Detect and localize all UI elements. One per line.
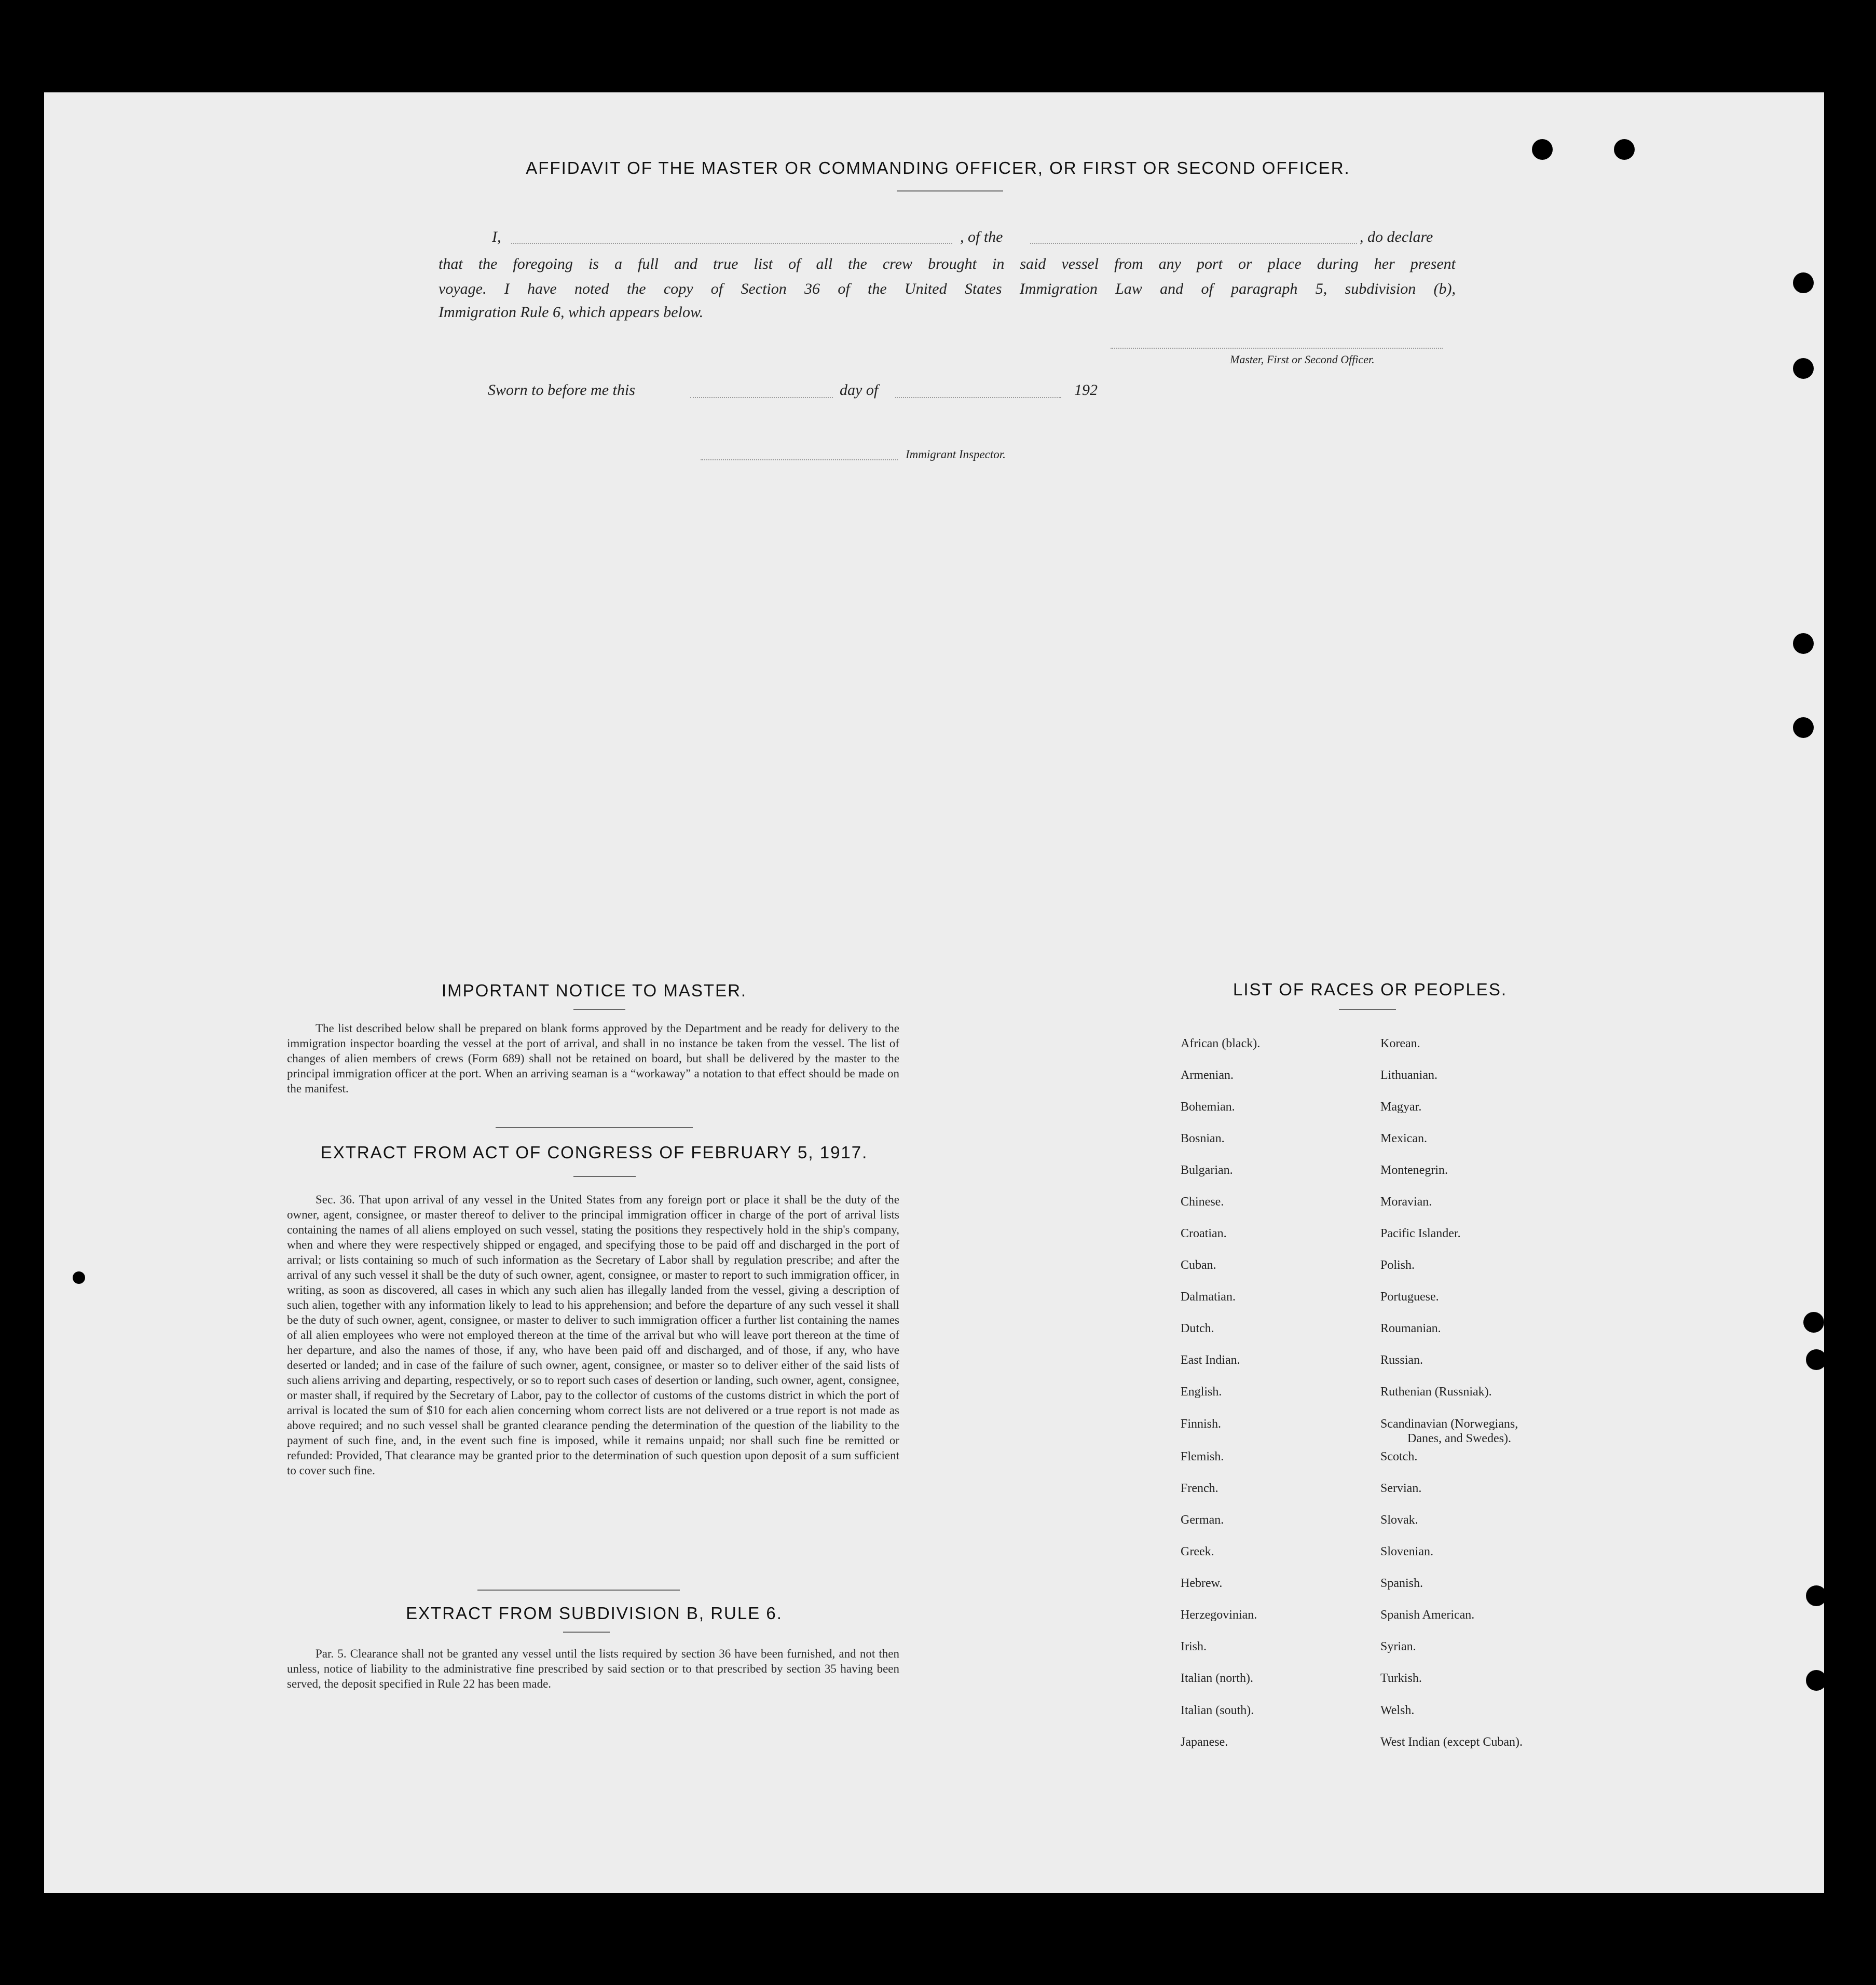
punch-hole [1532,139,1553,160]
year-text: 192 [1074,381,1098,399]
race-item: Dalmatian. [1181,1290,1236,1304]
race-item: Roumanian. [1380,1322,1441,1335]
race-item: Bosnian. [1181,1132,1225,1145]
race-item: Bulgarian. [1181,1163,1233,1177]
race-item-continuation: Danes, and Swedes). [1407,1432,1511,1445]
punch-hole [1793,358,1814,379]
race-item: Servian. [1380,1482,1422,1495]
race-item: Hebrew. [1181,1577,1223,1590]
divider [496,1127,693,1128]
divider [573,1009,625,1010]
divider [573,1176,636,1177]
race-item: Portuguese. [1380,1290,1439,1304]
race-item: Slovenian. [1380,1545,1433,1558]
inspector-signature-field[interactable] [701,459,898,460]
punch-hole [1806,1585,1827,1606]
vessel-field[interactable] [1030,243,1357,244]
master-signature-label: Master, First or Second Officer. [1230,353,1375,366]
race-item: Pacific Islander. [1380,1227,1461,1240]
race-item: Japanese. [1181,1735,1228,1749]
race-item: African (black). [1181,1037,1261,1050]
race-item: Ruthenian (Russniak). [1380,1385,1492,1399]
day-of-text: day of [840,381,879,399]
race-item: Herzegovinian. [1181,1608,1257,1622]
extract-rule-paragraph [287,1646,899,1691]
extract-rule-text: Par. 5. Clearance shall not be granted any vessel until the lists required by section 36 have been furnished, and not then unless, notice of liability to the administrative fine prescribed by said section or to that prescribed by section 35 having been served, the deposit specified in Rule 22 has been made. [287,1647,899,1690]
race-item: Croatian. [1181,1227,1227,1240]
race-item: Russian. [1380,1353,1423,1367]
affidavit-of-the: , of the [960,228,1003,245]
punch-hole [1793,272,1814,293]
inspector-label: Immigrant Inspector. [906,448,1006,461]
sworn-text: Sworn to before me this [488,381,635,399]
race-item: Korean. [1380,1037,1420,1050]
race-item: Irish. [1181,1640,1207,1653]
race-item: Cuban. [1181,1258,1216,1272]
race-item: German. [1181,1513,1224,1527]
race-item: Chinese. [1181,1195,1224,1209]
divider [477,1590,680,1591]
punch-hole [1614,139,1635,160]
race-item: Montenegrin. [1380,1163,1448,1177]
race-item: West Indian (except Cuban). [1380,1735,1523,1749]
race-item: Moravian. [1380,1195,1432,1209]
race-item: Italian (north). [1181,1672,1253,1685]
race-item: Armenian. [1181,1069,1234,1082]
race-item: English. [1181,1385,1222,1399]
race-item: Lithuanian. [1380,1069,1437,1082]
punch-hole [1806,1349,1827,1370]
race-item: Scotch. [1380,1450,1418,1463]
race-item: Greek. [1181,1545,1214,1558]
extract-rule-title: EXTRACT FROM SUBDIVISION B, RULE 6. [406,1604,783,1623]
race-item: Flemish. [1181,1450,1224,1463]
affidavit-declare: , do declare [1360,228,1433,245]
extract-act-paragraph [287,1192,899,1478]
race-item: Scandinavian (Norwegians, [1380,1417,1518,1431]
punch-hole [1806,1313,1822,1329]
sworn-day-field[interactable] [690,397,833,398]
sworn-month-field[interactable] [895,397,1061,398]
divider [563,1632,610,1633]
race-item: Finnish. [1181,1417,1222,1431]
race-item: Welsh. [1380,1704,1415,1717]
race-item: French. [1181,1482,1218,1495]
extract-act-text: Sec. 36. That upon arrival of any vessel in the United States from any foreign port or place it shall be the duty of the owner, agent, consignee, or master thereof to deliver to the principal immigration officer in charge of the port of arrival lists containing the names of all aliens employed on such vessel, stating the positions they respectively hold in the ship's company, when and where they were respectively shipped or engaged, and specifying those to be paid off and discharged in the port of arrival; or lists containing so much of such information as the Secretary of Labor shall by regulation prescribe; and after the arrival of any such vessel it shall be the duty of such owner, agent, consignee, or master to report to such immigration officer, in writing, as soon as discovered, all cases in which any such alien has illegally landed from the vessel, giving a description of such alien, together with any information likely to lead to his apprehension; and before the departure of any such vessel it shall be the duty of such owner, agent, consignee, or master to deliver to such immigration officer a further list containing the names of all alien employees who were not employed thereon at the time of the arrival but who will leave port thereon at the time of her departure, and also the names of those, if any, who have been paid off and discharged, and of those, if any, who have deserted or landed; and in case of the failure of such owner, agent, consignee, or master so to deliver either of the said lists of such aliens arriving and departing, respectively, or so to report such cases of desertion or landing, such owner, agent, consignee, or master shall, if required by the Secretary of Labor, pay to the collector of customs of the customs district in which the port of arrival is located the sum of $10 for each alien concerning whom correct lists are not delivered or a true report is not made as above required; and no such vessel shall be granted clearance pending the determination of the question of the liability to the payment of such fine, and, in the event such fine is imposed, while it remains unpaid; nor shall such fine be remitted or refunded: Provided, That clearance may be granted prior to the determination of such question upon deposit of a sum sufficient to cover such fine. [287,1193,899,1477]
race-item: Magyar. [1380,1100,1422,1114]
race-item: Syrian. [1380,1640,1416,1653]
race-item: East Indian. [1181,1353,1240,1367]
punch-hole [1793,633,1814,654]
race-item: Italian (south). [1181,1704,1254,1717]
affidavit-line-3: voyage. I have noted the copy of Section 36 of the United States Immigration Law and of paragraph 5, subdivision (b), [439,280,1456,297]
affidavit-line-2: that the foregoing is a full and true list of all the crew brought in said vessel from any port or place during her present [439,255,1456,272]
races-title: LIST OF RACES OR PEOPLES. [1233,980,1508,999]
race-item: Slovak. [1380,1513,1418,1527]
extract-act-title: EXTRACT FROM ACT OF CONGRESS OF FEBRUARY 5, 1917. [320,1143,868,1162]
race-item: Dutch. [1181,1322,1214,1335]
divider [897,190,1003,191]
punch-hole [73,1271,85,1284]
notice-text: The list described below shall be prepared on blank forms approved by the Department and be ready for delivery to the immigration inspector boarding the vessel at the port of arrival, and shall in no instance be taken from the vessel. The list of changes of alien members of crews (Form 689) shall not be retained on board, but shall be delivered by the master to the principal immigration officer at the port. When an arriving seaman is a “workaway” a notation to that effect should be made on the manifest. [287,1022,899,1095]
affidavit-line-4: Immigration Rule 6, which appears below. [439,304,704,321]
race-item: Turkish. [1380,1672,1422,1685]
race-item: Spanish. [1380,1577,1423,1590]
punch-hole [1806,1670,1827,1691]
race-item: Spanish American. [1380,1608,1475,1622]
divider [1339,1009,1396,1010]
name-field[interactable] [511,243,952,244]
race-item: Polish. [1380,1258,1415,1272]
master-signature-field[interactable] [1111,348,1443,349]
notice-title: IMPORTANT NOTICE TO MASTER. [441,981,747,1000]
affidavit-i: I, [492,228,501,245]
notice-paragraph [287,1021,899,1096]
race-item: Mexican. [1380,1132,1427,1145]
affidavit-title: AFFIDAVIT OF THE MASTER OR COMMANDING OFFICER, OR FIRST OR SECOND OFFICER. [526,158,1350,177]
race-item: Bohemian. [1181,1100,1235,1114]
punch-hole [1793,717,1814,738]
